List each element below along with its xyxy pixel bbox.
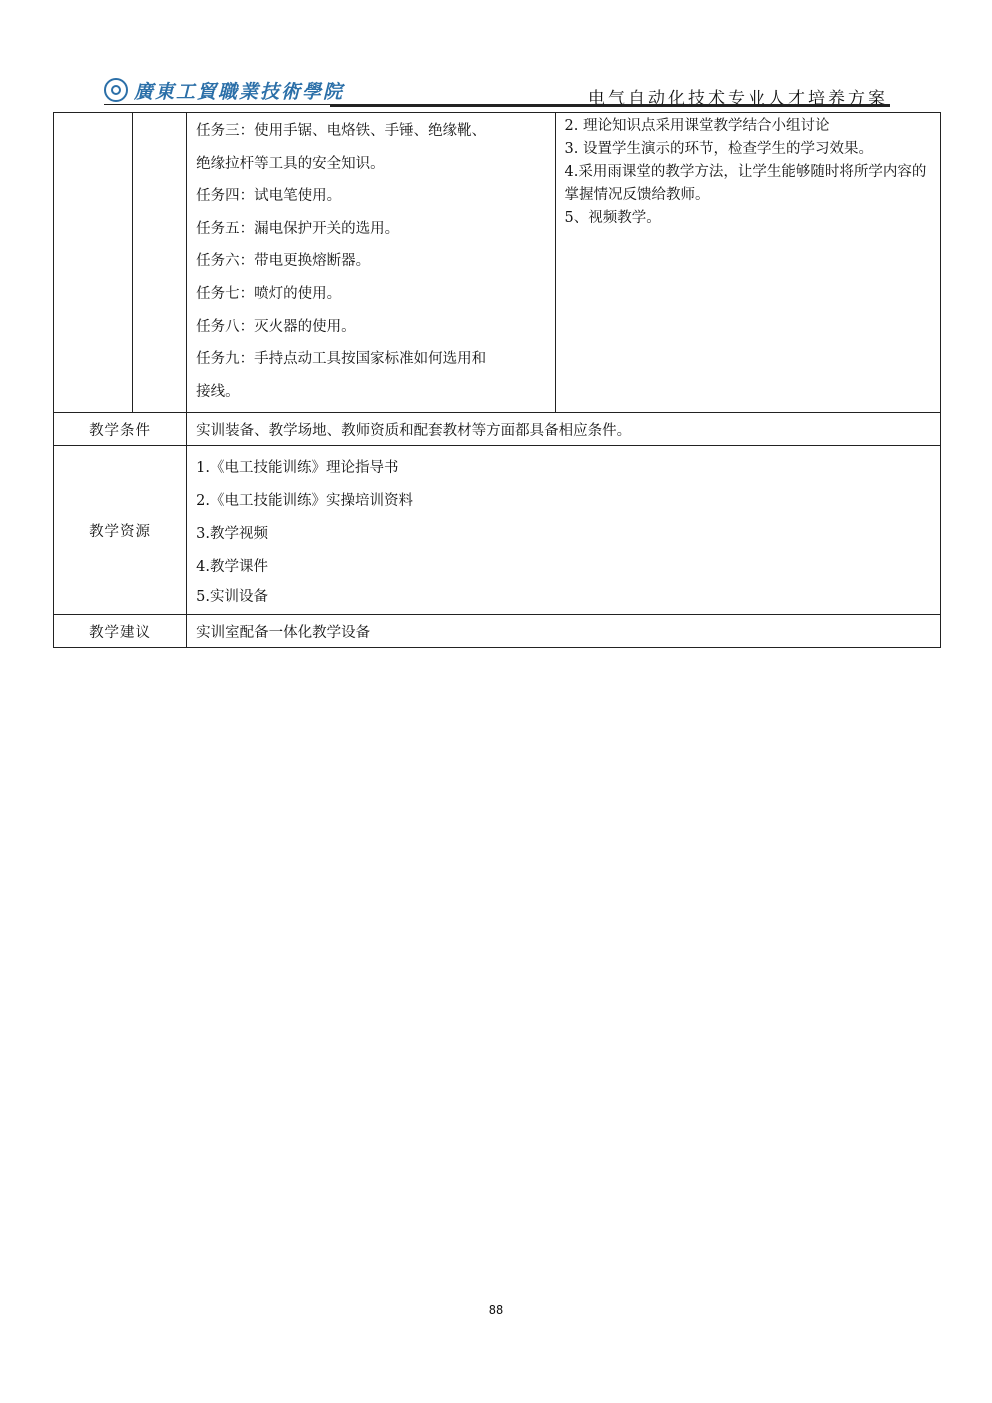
table-row-resources [54, 446, 941, 615]
document-title: 电气自动化技术专业人才培养方案 [588, 89, 888, 109]
conditions-label: 教学条件 [54, 413, 187, 446]
resource-item: 1.《电工技能训练》理论指导书 [196, 460, 399, 477]
resources-cell [187, 446, 941, 615]
task-line: 任务六：带电更换熔断器。 [196, 253, 371, 270]
table-row-conditions [54, 413, 941, 446]
suggestion-label: 教学建议 [54, 615, 187, 648]
suggestion-text: 实训室配备一体化教学设备 [187, 615, 941, 648]
resource-item: 3.教学视频 [196, 526, 268, 543]
empty-cell-1 [54, 113, 133, 413]
resources-label: 教学资源 [54, 446, 187, 615]
school-logo [104, 76, 345, 104]
task-line: 任务七：喷灯的使用。 [196, 285, 342, 302]
task-line: 任务九：手持点动工具按国家标准如何选用和 [196, 351, 487, 368]
task-line: 任务五：漏电保护开关的选用。 [196, 220, 400, 237]
course-table [53, 112, 941, 648]
empty-cell-2 [133, 113, 187, 413]
resource-item: 5.实训设备 [196, 589, 268, 606]
resource-item: 2.《电工技能训练》实操培训资料 [196, 493, 413, 510]
page-number: 88 [488, 1303, 504, 1317]
resource-list [187, 446, 940, 614]
table-row-suggestion [54, 615, 941, 648]
task-line: 绝缘拉杆等工具的安全知识。 [196, 155, 385, 172]
school-name: 廣東工貿職業技術學院 [134, 80, 345, 103]
task-line: 任务四：试电笔使用。 [196, 188, 342, 205]
conditions-text: 实训装备、教学场地、教师资质和配套教材等方面都具备相应条件。 [187, 413, 941, 446]
school-emblem-icon [104, 78, 128, 102]
method-line: 5、视频教学。 [564, 210, 661, 226]
table-row-tasks [54, 113, 941, 413]
task-line: 接线。 [196, 383, 240, 400]
task-list [187, 113, 554, 412]
resource-item: 4.教学课件 [196, 559, 268, 576]
task-line: 任务八：灭火器的使用。 [196, 318, 356, 335]
method-line: 4.采用雨课堂的教学方法，让学生能够随时将所学内容的掌握情况反馈给教师。 [564, 164, 927, 203]
methods-cell [555, 113, 940, 413]
task-line: 任务三：使用手锯、电烙铁、手锤、绝缘靴、 [196, 123, 487, 139]
method-line: 3. 设置学生演示的环节，检查学生的学习效果。 [564, 141, 873, 157]
header-rule-thick [330, 105, 890, 107]
page-header [0, 0, 992, 112]
method-line: 2. 理论知识点采用课堂教学结合小组讨论 [564, 118, 830, 134]
method-list [556, 113, 940, 234]
tasks-cell [187, 113, 555, 413]
